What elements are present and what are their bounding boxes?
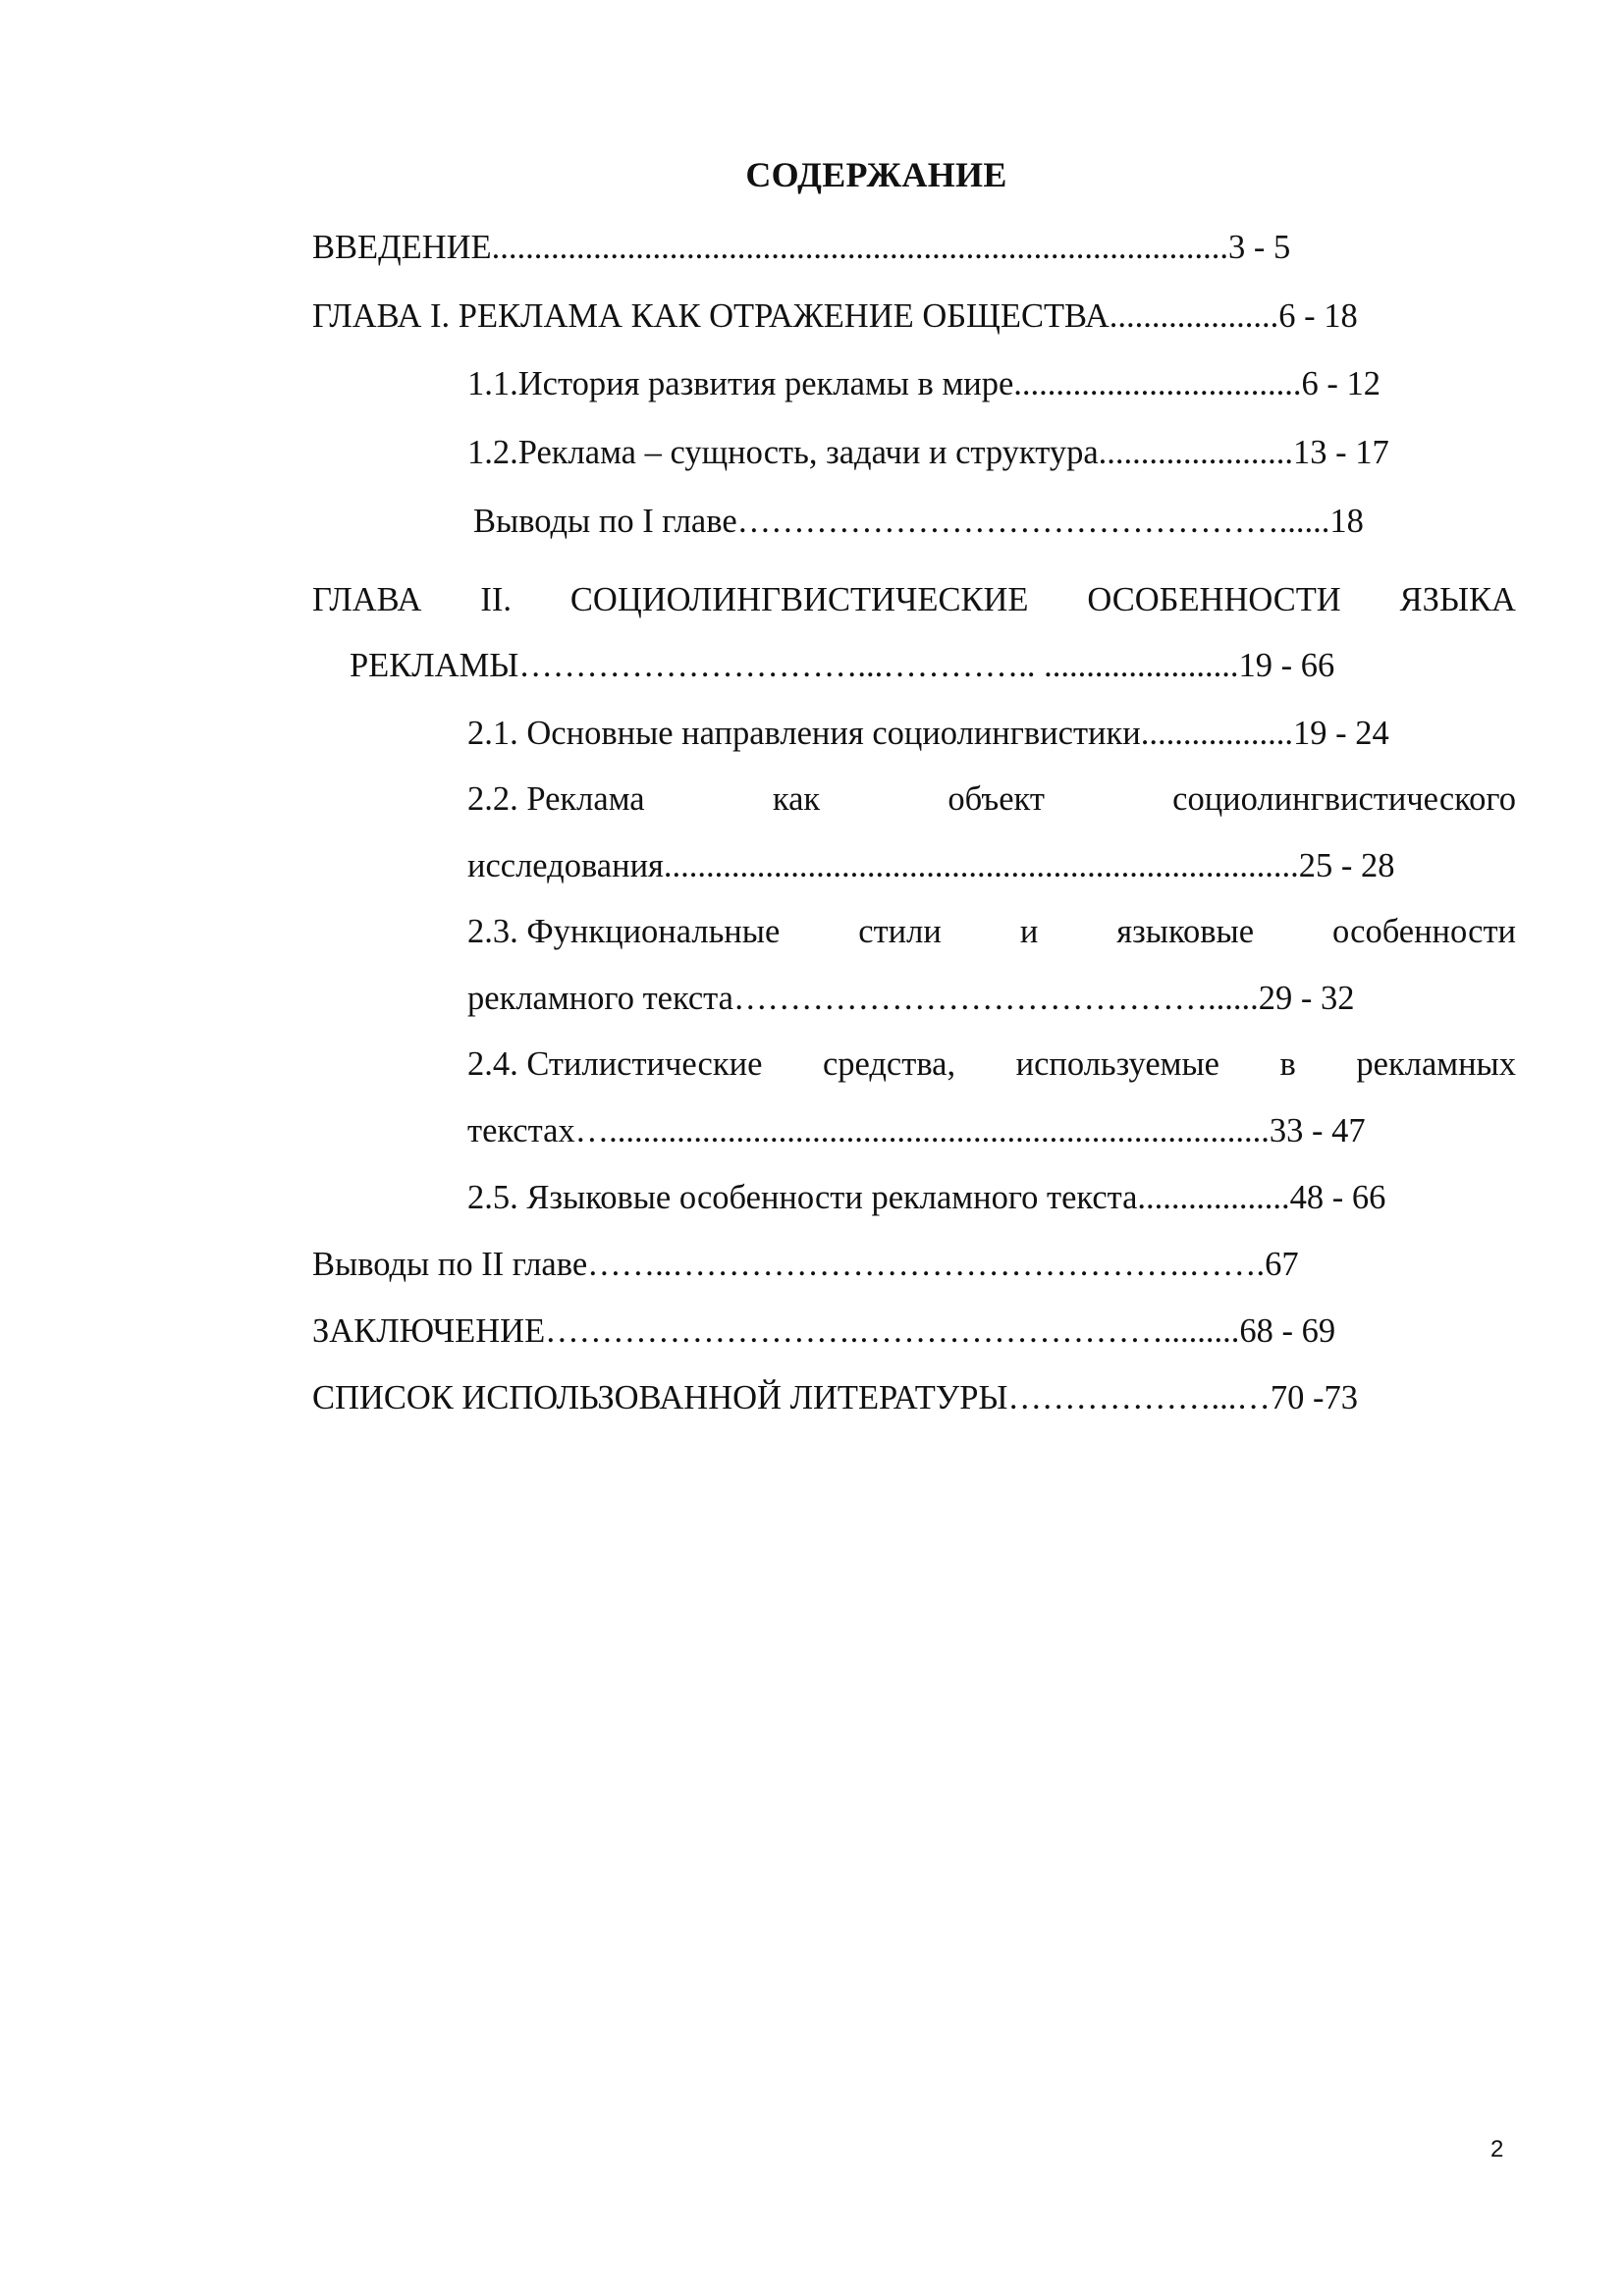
toc-word: 2.2. Реклама — [467, 780, 645, 818]
toc-word: в — [1279, 1045, 1296, 1083]
toc-entry-section-2-5: 2.5. Языковые особенности рекламного текста..................48 - 66 — [467, 1179, 1386, 1216]
toc-word: и — [1019, 913, 1039, 950]
toc-entry-section-1-1: 1.1.История развития рекламы в мире..................................6 - 12 — [467, 365, 1381, 402]
page-number: 2 — [1490, 2136, 1504, 2163]
toc-word: объект — [947, 780, 1045, 818]
toc-entry-introduction: ВВЕДЕНИЕ.......................................................................................3 - 5 — [312, 229, 1291, 266]
toc-word: рекламных — [1356, 1045, 1516, 1083]
toc-entry-section-2-3-line-1 — [467, 908, 1516, 955]
toc-word: II. — [480, 581, 512, 618]
toc-word: стили — [858, 913, 942, 950]
toc-word: 2.4. Стилистические — [467, 1045, 763, 1083]
toc-entry-chapter-2-line-1 — [312, 576, 1516, 623]
toc-word: ОСОБЕННОСТИ — [1087, 581, 1341, 618]
toc-entry-section-2-2-line-2: исследования...........................................................................25 - 28 — [467, 847, 1395, 884]
toc-entry-conclusions-chapter-2: Выводы по II главе……..……………………………………….…….67 — [312, 1246, 1299, 1283]
page-title: СОДЕРЖАНИЕ — [745, 155, 1007, 194]
toc-entry-section-2-3-line-2: рекламного текста……………………………………......29 - 32 — [467, 980, 1355, 1017]
toc-entry-section-2-1: 2.1. Основные направления социолингвистики..................19 - 24 — [467, 715, 1389, 752]
toc-entry-section-2-4-line-1 — [467, 1041, 1516, 1088]
toc-entry-conclusion: ЗАКЛЮЧЕНИЕ……………………….……………………….........68 - 69 — [312, 1312, 1336, 1350]
toc-word: социолингвистического — [1172, 780, 1516, 818]
toc-word: используемые — [1015, 1045, 1219, 1083]
toc-word: 2.3. Функциональные — [467, 913, 781, 950]
toc-entry-chapter-1: ГЛАВА I. РЕКЛАМА КАК ОТРАЖЕНИЕ ОБЩЕСТВА....................6 - 18 — [312, 297, 1358, 335]
toc-word: ГЛАВА — [312, 581, 422, 618]
toc-entry-chapter-2-line-2: РЕКЛАМЫ…………………………...………….. .......................19 - 66 — [350, 647, 1335, 684]
toc-entry-section-2-2-line-1 — [467, 775, 1516, 823]
toc-entry-bibliography: СПИСОК ИСПОЛЬЗОВАННОЙ ЛИТЕРАТУРЫ………………...…70 -73 — [312, 1379, 1358, 1416]
toc-word: средства, — [822, 1045, 956, 1083]
toc-word: языковые — [1116, 913, 1255, 950]
toc-entry-section-1-2: 1.2.Реклама – сущность, задачи и структура.......................13 - 17 — [467, 434, 1389, 471]
toc-word: как — [772, 780, 821, 818]
toc-word: СОЦИОЛИНГВИСТИЧЕСКИЕ — [569, 581, 1029, 618]
toc-entry-conclusions-chapter-1: Выводы по I главе…………………………………………......18 — [473, 503, 1364, 540]
toc-entry-section-2-4-line-2: текстах…..............................................................................33 - 47 — [467, 1112, 1366, 1149]
toc-word: особенности — [1332, 913, 1516, 950]
toc-word: ЯЗЫКА — [1399, 581, 1516, 618]
